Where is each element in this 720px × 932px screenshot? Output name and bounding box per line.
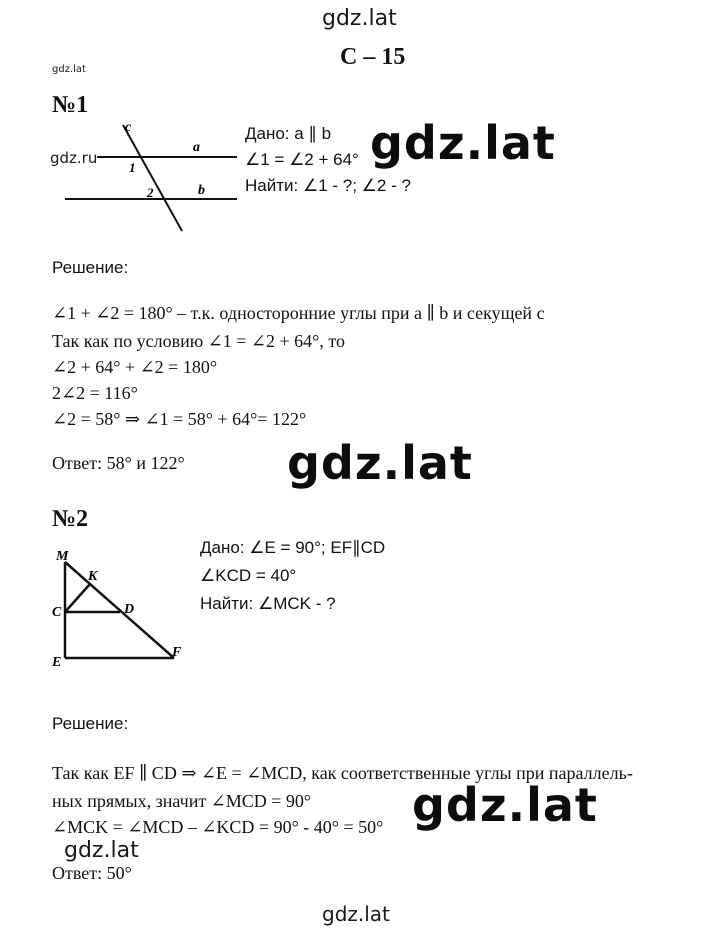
label-a: a	[193, 140, 200, 155]
problem-2-given-2: ∠KCD = 40°	[200, 566, 297, 585]
watermark-big-2: gdz.lat	[287, 436, 473, 490]
problem-1-solution-line-2: Так как по условию ∠1 = ∠2 + 64°, то	[52, 331, 345, 351]
label-angle-2: 2	[147, 185, 154, 200]
label-k: K	[88, 569, 98, 584]
problem-1-solution-line-1: ∠1 + ∠2 = 180° – т.к. односторонние углы при a ∥ b и секущей c	[52, 303, 545, 323]
problem-1-number: №1	[52, 92, 89, 118]
watermark-top: gdz.lat	[322, 6, 397, 31]
label-f: F	[172, 645, 182, 660]
problem-2-answer: Ответ: 50°	[52, 863, 132, 883]
problem-1-answer: Ответ: 58° и 122°	[52, 453, 185, 473]
label-b: b	[198, 183, 205, 198]
problem-1-given-1: Дано: a ∥ b	[245, 124, 332, 143]
label-e: E	[52, 655, 62, 670]
page-title: С – 15	[340, 44, 406, 70]
label-c: C	[52, 605, 62, 620]
watermark-diagram: gdz.ru	[50, 149, 98, 167]
watermark-big-1: gdz.lat	[370, 116, 556, 170]
label-m: M	[56, 549, 69, 564]
watermark-bottom-left: gdz.lat	[64, 838, 139, 863]
problem-1-given-2: ∠1 = ∠2 + 64°	[245, 150, 359, 169]
label-angle-1: 1	[129, 160, 136, 175]
label-d: D	[124, 602, 135, 617]
problem-1-solution-line-3: ∠2 + 64° + ∠2 = 180°	[52, 357, 218, 377]
problem-2-solution-title: Решение:	[52, 714, 129, 733]
problem-1-solution-title: Решение:	[52, 258, 129, 277]
segment-ck	[65, 584, 90, 612]
segment-mf	[65, 562, 174, 658]
problem-1-given-3: Найти: ∠1 - ?; ∠2 - ?	[245, 176, 411, 195]
problem-2-given-3: Найти: ∠MCK - ?	[200, 594, 336, 613]
label-c: c	[125, 120, 132, 135]
problem-2-solution-line-1: Так как EF ∥ CD ⇒ ∠E = ∠MCD, как соответственные углы при параллель-	[52, 763, 633, 783]
secant-c	[123, 125, 182, 231]
problem-2-diagram	[48, 545, 193, 675]
watermark-footer: gdz.lat	[322, 902, 390, 926]
problem-1-solution-line-4: 2∠2 = 116°	[52, 383, 138, 403]
problem-2-solution-line-2: ных прямых, значит ∠MCD = 90°	[52, 791, 312, 811]
watermark-small-corner: gdz.lat	[52, 64, 86, 75]
watermark-big-3: gdz.lat	[412, 778, 598, 832]
problem-1-solution-line-5: ∠2 = 58° ⇒ ∠1 = 58° + 64°= 122°	[52, 409, 307, 429]
problem-2-solution-line-3: ∠MCK = ∠MCD – ∠KCD = 90° - 40° = 50°	[52, 817, 384, 837]
problem-2-given-1: Дано: ∠E = 90°; EF∥CD	[200, 538, 386, 557]
problem-1-diagram	[45, 115, 245, 240]
problem-2-number: №2	[52, 506, 89, 532]
